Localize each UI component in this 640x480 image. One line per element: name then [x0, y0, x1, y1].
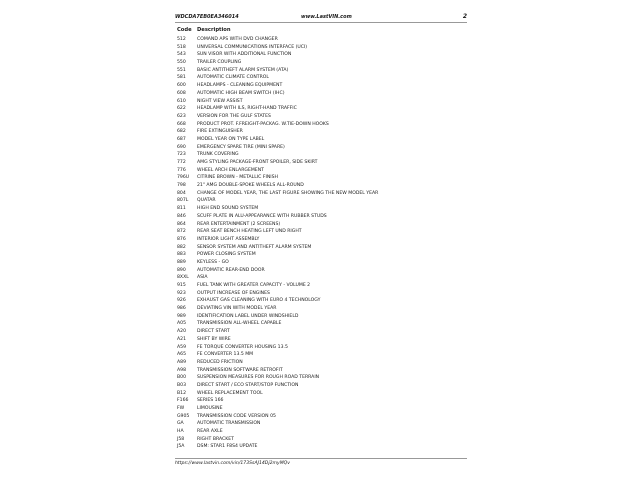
option-code: A21: [177, 336, 186, 342]
option-description: 21" AMG DOUBLE-SPOKE WHEELS ALL-ROUND: [197, 183, 304, 189]
option-description: SHIFT BY WIRE: [197, 336, 231, 342]
table-row: [175, 228, 467, 236]
option-code: 687: [177, 136, 186, 142]
option-description: REAR ENTERTAINMENT (2 SCREENS): [197, 221, 281, 227]
option-code: 846: [177, 213, 186, 219]
option-description: DIRECT START: [197, 329, 230, 335]
option-code: 512: [177, 37, 186, 42]
option-code: B12: [177, 390, 186, 396]
option-description: DSM: STAR1 F8S4 UPDATE: [197, 444, 258, 450]
table-row: [175, 397, 467, 405]
option-code: 668: [177, 121, 186, 127]
table-row: [175, 90, 467, 98]
table-row: [175, 221, 467, 229]
option-code: J58: [177, 436, 185, 442]
option-code: 690: [177, 144, 186, 150]
option-description: AMG STYLING PACKAGE-FRONT SPOILER, SIDE SKIRT: [197, 160, 318, 165]
table-row: [175, 51, 467, 59]
table-row: [175, 259, 467, 267]
option-description: TRUNK COVERING: [197, 152, 239, 158]
page-number: 2: [462, 13, 467, 20]
table-row: [175, 128, 467, 136]
table-row: [175, 367, 467, 375]
option-description: WHEEL REPLACEMENT TOOL: [197, 390, 263, 396]
option-code: 600: [177, 83, 186, 89]
option-description: HEADLAMPS - CLEANING EQUIPMENT: [197, 83, 283, 89]
option-code: A20: [177, 329, 186, 335]
option-description: TRANSMISSION CODE VERSION 05: [197, 413, 276, 419]
option-code: 682: [177, 129, 186, 135]
option-description: VERSION FOR THE GULF STATES: [197, 113, 271, 119]
option-code: 543: [177, 52, 186, 58]
table-row: [175, 105, 467, 113]
option-code: J5A: [177, 444, 185, 450]
option-code: 723: [177, 152, 186, 158]
table-header: [175, 26, 467, 35]
option-description: NIGHT VIEW ASSIST: [197, 98, 243, 104]
table-row: [175, 290, 467, 298]
option-code: A05: [177, 321, 186, 327]
option-description: TRAILER COUPLING: [197, 60, 242, 66]
option-description: AUTOMATIC HIGH BEAM SWITCH (IHC): [197, 90, 285, 96]
column-header-code: Code: [177, 27, 192, 33]
table-row: [175, 359, 467, 367]
option-code: A98: [177, 367, 186, 373]
table-row: [175, 436, 467, 444]
option-code: 550: [177, 60, 186, 66]
option-description: SUSPENSION MEASURES FOR ROUGH ROAD TERRAIN: [197, 375, 320, 381]
option-code: 772: [177, 160, 186, 165]
option-description: BASIC ANTITHEFT ALARM SYSTEM (ATA): [197, 67, 289, 73]
options-table: [175, 36, 467, 451]
table-row: [175, 136, 467, 144]
table-row: [175, 428, 467, 436]
option-description: LIMOUSINE: [197, 406, 223, 411]
table-row: [175, 174, 467, 182]
footer-url[interactable]: https://www.lastvin.com/vin/173SsAJ14Dj2myMQv: [175, 461, 291, 466]
option-description: CITRINE BROWN - METALLIC FINISH: [197, 175, 278, 181]
table-row: [175, 351, 467, 359]
option-description: WHEEL ARCH ENLARGEMENT: [197, 167, 264, 173]
table-row: [175, 197, 467, 205]
table-row: [175, 297, 467, 305]
option-code: 889: [177, 259, 186, 265]
option-description: FE TORQUE CONVERTER HOUSING 13.5: [197, 344, 288, 350]
table-row: [175, 313, 467, 321]
option-code: 883: [177, 252, 186, 258]
table-row: [175, 144, 467, 152]
option-code: 8XXL: [177, 275, 189, 281]
option-code: 796U: [177, 175, 190, 181]
option-description: IDENTIFICATION LABEL UNDER WINDSHIELD: [197, 313, 299, 319]
document-page: [175, 12, 467, 468]
option-description: DIRECT START / ECO START/STOP FUNCTION: [197, 382, 299, 388]
option-code: B00: [177, 375, 186, 381]
option-code: GA: [177, 421, 184, 427]
table-row: [175, 374, 467, 382]
table-row: [175, 59, 467, 67]
option-code: 986: [177, 306, 186, 312]
option-description: SENSOR SYSTEM AND ANTITHEFT ALARM SYSTEM: [197, 244, 312, 250]
table-row: [175, 336, 467, 344]
option-description: HIGH END SOUND SYSTEM: [197, 206, 259, 212]
option-code: 811: [177, 206, 186, 212]
table-row: [175, 82, 467, 90]
table-row: [175, 328, 467, 336]
option-code: 872: [177, 229, 186, 235]
option-description: AUTOMATIC REAR-END DOOR: [197, 267, 265, 273]
option-code: A65: [177, 352, 186, 358]
option-code: 622: [177, 106, 186, 112]
vin-number: WDCDA7EB0EA346014: [175, 14, 239, 20]
option-code: 610: [177, 98, 186, 104]
option-code: 926: [177, 298, 186, 304]
table-row: [175, 151, 467, 159]
option-description: SUN VISOR WITH ADDITIONAL FUNCTION: [197, 52, 292, 58]
table-row: [175, 443, 467, 451]
table-row: [175, 121, 467, 129]
table-row: [175, 182, 467, 190]
option-code: 876: [177, 236, 186, 242]
table-row: [175, 274, 467, 282]
option-code: FW: [177, 406, 185, 411]
option-code: 518: [177, 44, 186, 50]
option-description: DEVIATING VIN WITH MODEL YEAR: [197, 306, 277, 312]
option-description: UNIVERSAL COMMUNICATIONS INTERFACE (UCI): [197, 44, 308, 50]
table-row: [175, 320, 467, 328]
option-description: QUATAR: [197, 198, 216, 204]
table-row: [175, 305, 467, 313]
table-row: [175, 420, 467, 428]
option-code: B03: [177, 382, 186, 388]
table-row: [175, 267, 467, 275]
option-description: POWER CLOSING SYSTEM: [197, 252, 256, 258]
table-row: [175, 167, 467, 175]
table-row: [175, 36, 467, 44]
option-code: 581: [177, 75, 186, 81]
option-code: 882: [177, 244, 186, 250]
option-description: EXHAUST GAS CLEANING WITH EURO 4 TECHNOLOGY: [197, 298, 321, 304]
table-row: [175, 405, 467, 413]
option-description: CHANGE OF MODEL YEAR, THE LAST FIGURE SHOWING THE NEW MODEL YEAR: [197, 190, 379, 196]
table-row: [175, 251, 467, 259]
option-code: 864: [177, 221, 186, 227]
option-description: HEADLAMP WITH ILS, RIGHT-HAND TRAFFIC: [197, 106, 297, 112]
option-code: 915: [177, 283, 186, 288]
option-description: REDUCED FRICTION: [197, 359, 243, 365]
table-row: [175, 413, 467, 421]
option-description: FUEL TANK WITH GREATER CAPACITY - VOLUME 2: [197, 283, 311, 288]
column-header-description: Description: [197, 27, 231, 33]
option-description: REAR AXLE: [197, 429, 223, 435]
table-row: [175, 344, 467, 352]
option-description: FIRE EXTINGUISHER: [197, 129, 243, 135]
table-row: [175, 205, 467, 213]
page-header: [175, 12, 467, 23]
option-description: TRANSMISSION SOFTWARE RETROFIT: [197, 367, 283, 373]
option-code: 890: [177, 267, 186, 273]
table-row: [175, 113, 467, 121]
option-description: REAR SEAT BENCH HEATING LEFT UND RIGHT: [197, 229, 302, 235]
option-code: 807L: [177, 198, 189, 204]
option-description: TRANSMISSION ALL-WHEEL CAPABLE: [197, 321, 282, 327]
option-description: INTERIOR LIGHT ASSEMBLY: [197, 236, 260, 242]
option-code: A59: [177, 344, 186, 350]
option-code: 804: [177, 190, 186, 196]
option-description: OUTPUT INCREASE OF ENGINES: [197, 290, 270, 296]
option-description: SERIES 166: [197, 398, 224, 404]
site-link[interactable]: www.LastVIN.com: [301, 14, 352, 20]
option-code: 551: [177, 67, 186, 73]
option-code: 623: [177, 113, 186, 119]
option-description: MODEL YEAR ON TYPE LABEL: [197, 136, 265, 142]
table-row: [175, 236, 467, 244]
table-row: [175, 213, 467, 221]
option-code: 776: [177, 167, 186, 173]
table-row: [175, 98, 467, 106]
table-row: [175, 44, 467, 52]
option-description: PRODUCT PROT. F.FREIGHT-PACKAG. W.TIE-DOWN HOOKS: [197, 121, 329, 127]
table-row: [175, 244, 467, 252]
option-description: EMERGENCY SPARE TIRE (MINI SPARE): [197, 144, 285, 150]
option-description: FE CONVERTER 13.5 MM: [197, 352, 254, 358]
option-code: 923: [177, 290, 186, 296]
table-row: [175, 67, 467, 75]
table-row: [175, 190, 467, 198]
option-description: COMAND APS WITH DVD CHANGER: [197, 37, 278, 42]
table-row: [175, 159, 467, 167]
option-description: KEYLESS - GO: [197, 259, 229, 265]
option-description: AUTOMATIC CLIMATE CONTROL: [197, 75, 269, 81]
option-code: 608: [177, 90, 186, 96]
option-description: ASIA: [197, 275, 208, 281]
table-row: [175, 74, 467, 82]
option-code: 798: [177, 183, 186, 189]
option-description: SCUFF PLATE IN ALU-APPEARANCE WITH RUBBER STUDS: [197, 213, 327, 219]
option-description: AUTOMATIC TRANSMISSION: [197, 421, 261, 427]
option-code: A89: [177, 359, 186, 365]
option-description: RIGHT BRACKET: [197, 436, 234, 442]
table-row: [175, 390, 467, 398]
table-row: [175, 282, 467, 290]
option-code: 989: [177, 313, 186, 319]
option-code: G905: [177, 413, 190, 419]
option-code: F166: [177, 398, 189, 404]
option-code: HA: [177, 429, 184, 435]
page-footer: [175, 458, 467, 469]
table-row: [175, 382, 467, 390]
